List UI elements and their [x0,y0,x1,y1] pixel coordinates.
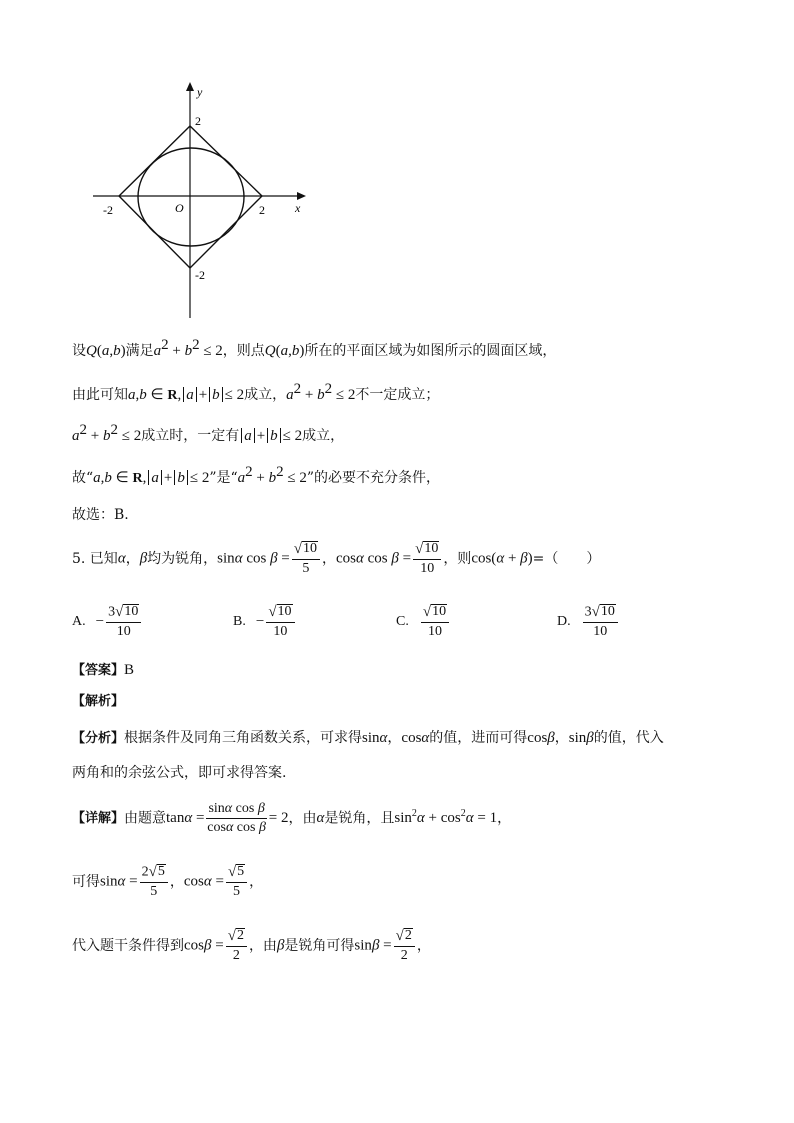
x-axis-arrow [297,192,306,200]
option-d[interactable]: D. 3 √ 10 10 [557,604,620,640]
detail-line-3: 代入题干条件得到cosβ = √ 2 2 ，由β是锐角可得sinβ = √ 2 2 ， [72,927,431,963]
y-axis-arrow [186,82,194,91]
option-a[interactable]: A. − 3 √ 10 10 [72,604,143,640]
origin-label: O [175,201,184,215]
detail-line-1: 【详解】由题意tanα = $\frac{\text{sinα cos β}}{\text{cosα cos β}}$ = 2，由α是锐角，且$\sin^2\alpha + \cos^2\alpha = 1$， [72,801,512,836]
fenxi-line-2: 两角和的余弦公式，即可求得答案. [72,765,287,781]
analysis-line-5: 故选：B. [72,507,129,523]
coordinate-figure [0,0,794,330]
jiexi-heading: 【解析】 [72,694,125,709]
tick-x-left: -2 [103,203,113,217]
detail-line-2: 可得sinα = 2 √ 5 5 ，cosα = √ 5 5 ， [72,863,264,899]
answer-line: 【答案】B [72,662,135,678]
analysis-line-4: 故“a,b ∈ R, a + b ≤ 2”是“$a^2 + b^2 \le 2$”的必要不充分条件， [72,464,441,486]
tick-y-top: 2 [195,114,201,128]
question-5: 5. 已知α，β均为锐角，sinα cos β = √ 10 5 ，cosα cos β = √ 10 10 ，则cos(α + β)=（ ） [72,540,601,576]
fenxi-line-1: 【分析】根据条件及同角三角函数关系，可求得sinα，cosα的值，进而可得cosβ，sinβ的值，代入 [72,730,664,746]
disk-region [138,148,244,246]
analysis-line-1: 设Q(a,b)满足$a^2 + b^2 \le 2$，则点Q(a,b)所在的平面区域为如图所示的圆面区域， [72,337,557,359]
x-axis-label: x [295,201,301,215]
tick-x-right: 2 [259,203,265,217]
option-b[interactable]: B. − √ 10 10 [233,604,297,640]
y-axis-label: y [197,85,203,99]
analysis-line-3: $a^2 + b^2 \le 2$成立时，一定有 a + b ≤ 2成立， [72,422,345,444]
analysis-line-2: 由此可知a,b ∈ R, a + b ≤ 2成立，$a^2 + b^2 \le 2$不一定成立； [72,381,440,403]
tick-y-bottom: -2 [195,268,205,282]
option-c[interactable]: C. √ 10 10 [396,604,451,640]
